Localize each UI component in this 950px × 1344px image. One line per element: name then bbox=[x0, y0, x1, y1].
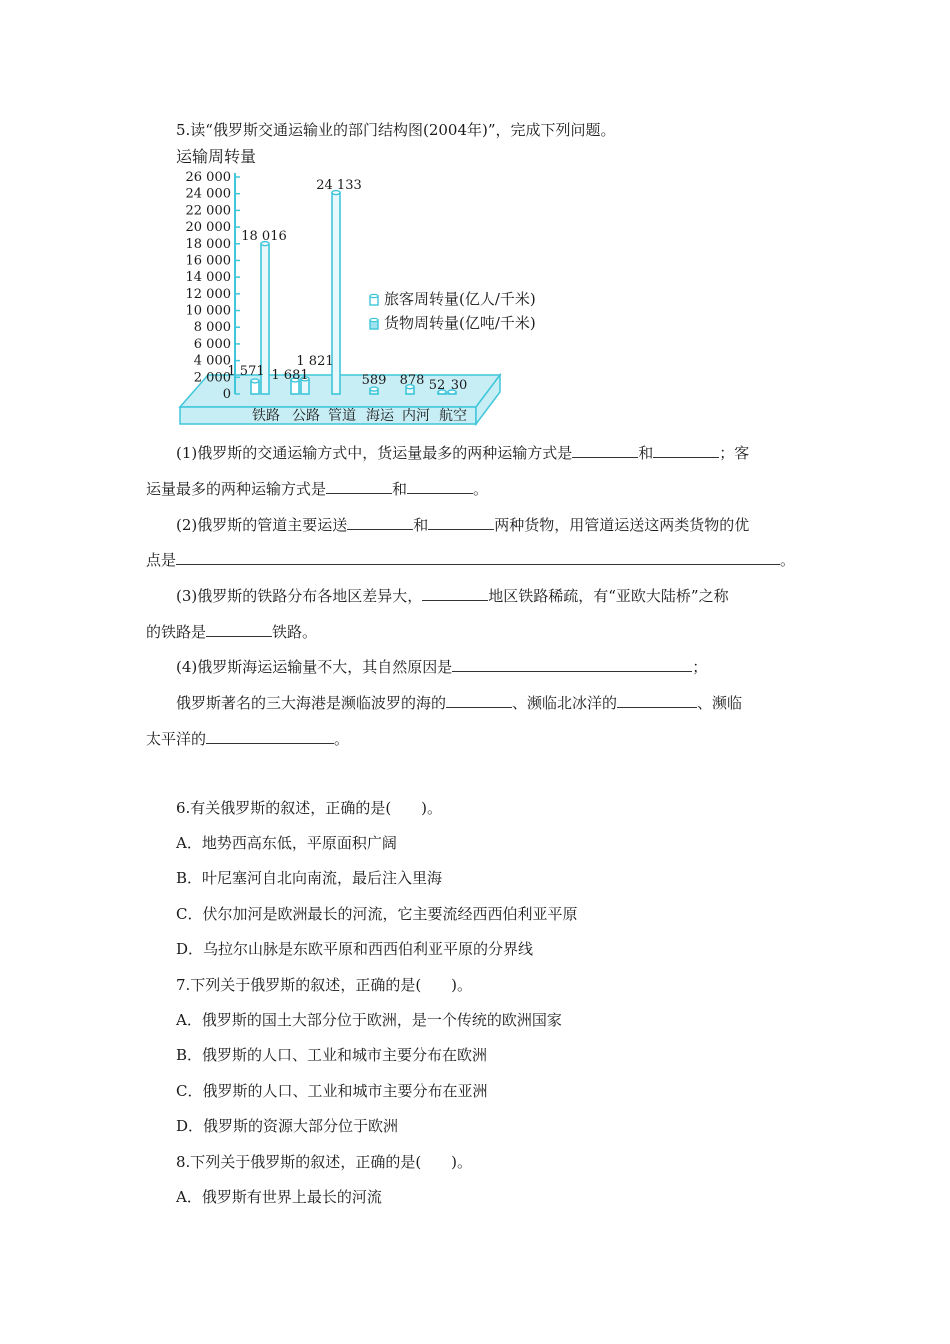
q5-sub3-line2 bbox=[146, 621, 317, 642]
q5-sub4-line3 bbox=[146, 728, 349, 749]
q7-stem: 7.下列关于俄罗斯的叙述，正确的是( )。 bbox=[176, 976, 473, 994]
y-tick-label: 22 000 bbox=[185, 203, 231, 219]
x-category-label: 铁路 bbox=[252, 408, 280, 424]
y-tick-label: 12 000 bbox=[185, 286, 231, 302]
q5-sub2-text-c: 两种货物，用管道运送这两类货物的优 bbox=[494, 516, 750, 534]
freight-bar bbox=[370, 387, 378, 394]
y-tick-label: 24 000 bbox=[185, 186, 231, 202]
q5-sub2-text-e: 。 bbox=[780, 551, 796, 569]
q5-sub4-text-e: 、濒临 bbox=[697, 694, 743, 712]
q5-sub4-text-f: 太平洋的 bbox=[146, 730, 207, 748]
q8-stem: 8.下列关于俄罗斯的叙述，正确的是( )。 bbox=[176, 1153, 473, 1171]
answer-blank[interactable] bbox=[446, 692, 512, 708]
q5-stem: 5.读“俄罗斯交通运输业的部门结构图(2004年)”，完成下列问题。 bbox=[176, 121, 616, 139]
legend-passenger-label: 旅客周转量(亿人/千米) bbox=[384, 290, 536, 308]
q5-sub4-text-g: 。 bbox=[334, 730, 350, 748]
passenger-value-label: 1 571 bbox=[227, 364, 265, 379]
y-tick-label: 20 000 bbox=[185, 220, 231, 236]
q5-sub2-line2 bbox=[146, 549, 795, 570]
q5-sub4-line1 bbox=[176, 656, 707, 677]
q5-sub2-text-b: 和 bbox=[413, 516, 429, 534]
q6-option-c[interactable]: C．伏尔加河是欧洲最长的河流，它主要流经西西伯利亚平原 bbox=[176, 905, 578, 923]
q5-sub3-line1 bbox=[176, 585, 729, 606]
y-tick-label: 26 000 bbox=[185, 170, 231, 185]
q5-sub4-text-a: (4)俄罗斯海运运输量不大，其自然原因是 bbox=[176, 658, 453, 676]
q5-sub1-text-c: ；客 bbox=[719, 444, 750, 462]
answer-blank[interactable] bbox=[176, 549, 780, 565]
q5-sub2-text-d: 点是 bbox=[146, 551, 177, 569]
q5-sub4-text-b: ； bbox=[692, 658, 708, 676]
q5-sub3-text-b: 地区铁路稀疏，有“亚欧大陆桥”之称 bbox=[488, 587, 729, 605]
q6-option-b[interactable]: B．叶尼塞河自北向南流，最后注入里海 bbox=[176, 869, 443, 887]
x-category-label: 海运 bbox=[366, 408, 394, 424]
q5-sub1-line2 bbox=[146, 478, 488, 499]
chart-title: 运输周转量 bbox=[176, 147, 257, 166]
y-tick-label: 4 000 bbox=[193, 353, 231, 369]
q7-option-d[interactable]: D．俄罗斯的资源大部分位于欧洲 bbox=[176, 1117, 399, 1135]
legend-freight-label: 货物周转量(亿吨/千米) bbox=[384, 314, 536, 332]
answer-blank[interactable] bbox=[422, 585, 488, 601]
answer-blank[interactable] bbox=[206, 621, 272, 637]
legend-freight-swatch bbox=[370, 318, 378, 329]
freight-value-label: 30 bbox=[450, 378, 468, 393]
q7-option-b[interactable]: B．俄罗斯的人口、工业和城市主要分布在欧洲 bbox=[176, 1046, 488, 1064]
q5-sub1-line1 bbox=[176, 442, 749, 463]
q5-sub3-text-c: 的铁路是 bbox=[146, 623, 207, 641]
legend-passenger-swatch bbox=[370, 294, 378, 305]
x-category-label: 管道 bbox=[328, 408, 356, 424]
q5-sub3-text-d: 铁路。 bbox=[272, 623, 318, 641]
answer-blank[interactable] bbox=[428, 514, 494, 530]
q5-sub1-text-d: 运量最多的两种运输方式是 bbox=[146, 480, 327, 498]
q6-stem: 6.有关俄罗斯的叙述，正确的是( )。 bbox=[176, 799, 443, 817]
y-tick-label: 0 bbox=[222, 387, 231, 402]
y-tick-label: 14 000 bbox=[185, 270, 231, 286]
q5-sub1-text-b: 和 bbox=[638, 444, 654, 462]
transport-chart bbox=[176, 146, 566, 431]
q5-sub4-line2 bbox=[176, 692, 742, 713]
x-category-label: 公路 bbox=[292, 408, 320, 424]
freight-value-label: 589 bbox=[361, 373, 387, 388]
q5-sub4-text-c: 俄罗斯著名的三大海港是濒临波罗的海的 bbox=[176, 694, 447, 712]
answer-blank[interactable] bbox=[407, 478, 473, 494]
y-tick-label: 2 000 bbox=[193, 370, 231, 386]
freight-value-label: 24 133 bbox=[316, 178, 362, 193]
passenger-value-label: 1 681 bbox=[271, 368, 309, 383]
q7-option-a[interactable]: A．俄罗斯的国土大部分位于欧洲，是一个传统的欧洲国家 bbox=[176, 1011, 562, 1029]
answer-blank[interactable] bbox=[452, 656, 692, 672]
answer-blank[interactable] bbox=[572, 442, 638, 458]
q8-option-a[interactable]: A．俄罗斯有世界上最长的河流 bbox=[176, 1188, 382, 1206]
x-category-label: 航空 bbox=[439, 408, 467, 424]
q5-sub1-text-e: 和 bbox=[392, 480, 408, 498]
freight-value-label: 1 821 bbox=[296, 354, 334, 369]
x-category-label: 内河 bbox=[402, 408, 430, 424]
y-tick-label: 6 000 bbox=[193, 336, 231, 352]
passenger-bar bbox=[251, 379, 259, 394]
y-tick-label: 16 000 bbox=[185, 253, 231, 269]
answer-blank[interactable] bbox=[347, 514, 413, 530]
y-tick-label: 10 000 bbox=[185, 303, 231, 319]
passenger-value-label: 52 bbox=[428, 378, 446, 393]
freight-value-label: 878 bbox=[399, 373, 425, 388]
q6-option-d[interactable]: D．乌拉尔山脉是东欧平原和西西伯利亚平原的分界线 bbox=[176, 940, 534, 958]
answer-blank[interactable] bbox=[653, 442, 719, 458]
answer-blank[interactable] bbox=[326, 478, 392, 494]
answer-blank[interactable] bbox=[617, 692, 697, 708]
freight-value-label: 18 016 bbox=[241, 229, 287, 244]
answer-blank[interactable] bbox=[206, 728, 334, 744]
q5-sub1-text-a: (1)俄罗斯的交通运输方式中，货运量最多的两种运输方式是 bbox=[176, 444, 573, 462]
q5-sub4-text-d: 、濒临北冰洋的 bbox=[512, 694, 618, 712]
q7-option-c[interactable]: C．俄罗斯的人口、工业和城市主要分布在亚洲 bbox=[176, 1082, 488, 1100]
chart-svg bbox=[176, 146, 566, 431]
q6-option-a[interactable]: A．地势西高东低，平原面积广阔 bbox=[176, 834, 397, 852]
q5-sub3-text-a: (3)俄罗斯的铁路分布各地区差异大， bbox=[176, 587, 423, 605]
y-tick-label: 18 000 bbox=[185, 236, 231, 252]
q5-sub1-text-f: 。 bbox=[473, 480, 489, 498]
q5-sub2-line1 bbox=[176, 514, 749, 535]
q5-sub2-text-a: (2)俄罗斯的管道主要运送 bbox=[176, 516, 348, 534]
y-tick-label: 8 000 bbox=[193, 320, 231, 336]
